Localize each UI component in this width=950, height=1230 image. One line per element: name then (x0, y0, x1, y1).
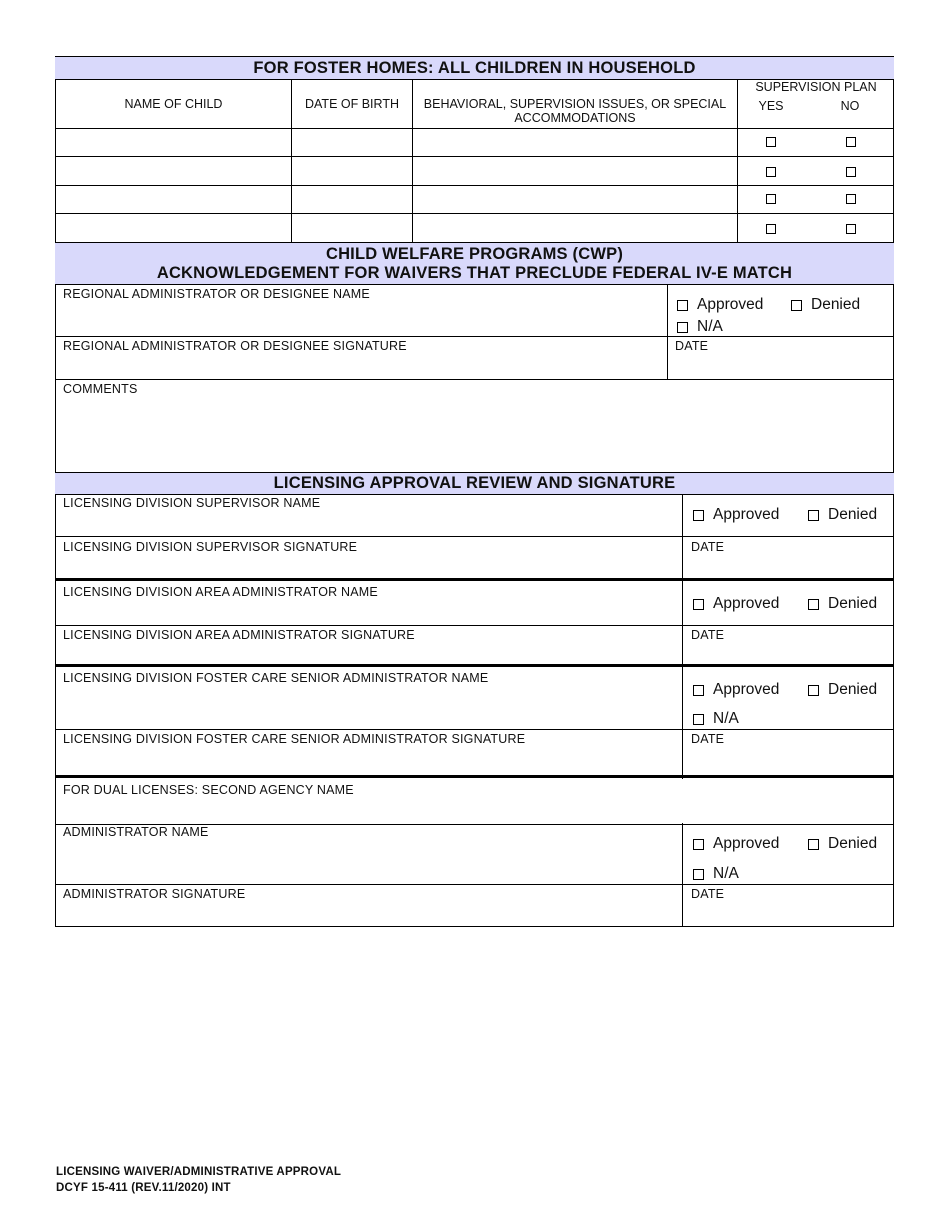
col-header-no: NO (840, 99, 860, 113)
cwp-denied-option[interactable] (791, 296, 860, 314)
denied-label: Denied (828, 835, 878, 852)
child-dob-cell[interactable] (293, 129, 411, 155)
area-admin-date-label: DATE (691, 628, 725, 642)
cwp-approved-option[interactable] (677, 296, 763, 314)
cwp-title-line2: ACKNOWLEDGEMENT FOR WAIVERS THAT PRECLUDE FEDERAL IV-E MATCH (156, 264, 793, 282)
admin-na-option[interactable] (693, 865, 739, 883)
second-agency-label: FOR DUAL LICENSES: SECOND AGENCY NAME (63, 783, 354, 797)
approved-label: Approved (713, 595, 780, 612)
checkbox-icon[interactable] (808, 839, 819, 850)
na-label: N/A (713, 710, 739, 727)
child-behavior-cell[interactable] (414, 157, 736, 184)
na-label: N/A (713, 865, 739, 882)
foster-section-header (55, 56, 894, 80)
cwp-divider (667, 285, 668, 380)
licensing-group-line (55, 775, 894, 778)
supervision-no-checkbox[interactable] (846, 137, 856, 147)
comments-field[interactable] (57, 398, 892, 471)
licensing-group-line (55, 664, 894, 667)
na-label: N/A (697, 318, 723, 335)
supervisor-name-label: LICENSING DIVISION SUPERVISOR NAME (63, 496, 321, 510)
ra-signature-label: REGIONAL ADMINISTRATOR OR DESIGNEE SIGNATURE (63, 339, 407, 353)
approved-label: Approved (713, 506, 780, 523)
second-agency-field[interactable] (57, 799, 892, 822)
area-admin-denied-option[interactable] (808, 595, 877, 613)
footer-form-title: LICENSING WAIVER/ADMINISTRATIVE APPROVAL (56, 1166, 342, 1178)
senior-admin-date-label: DATE (691, 732, 725, 746)
checkbox-icon[interactable] (693, 510, 704, 521)
checkbox-icon[interactable] (677, 300, 688, 311)
supervisor-signature-field[interactable] (57, 556, 680, 576)
approved-label: Approved (697, 296, 764, 313)
licensing-section-title: LICENSING APPROVAL REVIEW AND SIGNATURE (273, 474, 676, 492)
senior-admin-name-field[interactable] (57, 687, 680, 727)
checkbox-icon[interactable] (808, 510, 819, 521)
licensing-section-header (55, 472, 894, 495)
supervision-yes-checkbox[interactable] (766, 137, 776, 147)
denied-label: Denied (811, 296, 861, 313)
checkbox-icon[interactable] (693, 714, 704, 725)
supervision-no-checkbox[interactable] (846, 167, 856, 177)
admin-name-label: ADMINISTRATOR NAME (63, 825, 209, 839)
supervision-no-checkbox[interactable] (846, 194, 856, 204)
licensing-group-line (55, 578, 894, 581)
licensing-row-line (55, 625, 894, 626)
footer-form-number: DCYF 15-411 (REV.11/2020) INT (56, 1182, 231, 1194)
col-header-behavior: BEHAVIORAL, SUPERVISION ISSUES, OR SPECIAL ACCOMMODATIONS (423, 97, 727, 125)
child-behavior-cell[interactable] (414, 214, 736, 241)
checkbox-icon[interactable] (693, 599, 704, 610)
area-admin-signature-field[interactable] (57, 644, 680, 662)
cwp-section-header (55, 242, 894, 285)
checkbox-icon[interactable] (693, 869, 704, 880)
denied-label: Denied (828, 506, 878, 523)
senior-admin-signature-field[interactable] (57, 748, 680, 773)
ra-date-field[interactable] (670, 355, 892, 378)
senior-admin-signature-label: LICENSING DIVISION FOSTER CARE SENIOR ADMINISTRATOR SIGNATURE (63, 732, 526, 746)
comments-label: COMMENTS (63, 382, 138, 396)
area-admin-date-field[interactable] (685, 644, 892, 662)
admin-date-field[interactable] (685, 903, 892, 925)
supervision-yes-checkbox[interactable] (766, 167, 776, 177)
supervision-yes-checkbox[interactable] (766, 224, 776, 234)
child-dob-cell[interactable] (293, 186, 411, 212)
supervisor-signature-label: LICENSING DIVISION SUPERVISOR SIGNATURE (63, 540, 358, 554)
child-name-cell[interactable] (57, 157, 291, 184)
checkbox-icon[interactable] (693, 685, 704, 696)
cwp-na-option[interactable] (677, 318, 723, 336)
senior-admin-na-option[interactable] (693, 710, 739, 728)
admin-signature-label: ADMINISTRATOR SIGNATURE (63, 887, 246, 901)
admin-denied-option[interactable] (808, 835, 877, 853)
admin-name-field[interactable] (57, 841, 680, 882)
col-header-name: NAME OF CHILD (124, 97, 223, 111)
checkbox-icon[interactable] (808, 599, 819, 610)
ra-date-label: DATE (675, 339, 709, 353)
licensing-row-line (55, 884, 894, 885)
licensing-divider (682, 495, 683, 927)
supervision-yes-checkbox[interactable] (766, 194, 776, 204)
senior-admin-denied-option[interactable] (808, 681, 877, 699)
supervisor-denied-option[interactable] (808, 506, 877, 524)
supervisor-approved-option[interactable] (693, 506, 779, 524)
senior-admin-name-label: LICENSING DIVISION FOSTER CARE SENIOR ADMINISTRATOR NAME (63, 671, 489, 685)
denied-label: Denied (828, 595, 878, 612)
col-header-yes: YES (758, 99, 784, 113)
ra-name-field[interactable] (57, 303, 665, 334)
ra-signature-field[interactable] (57, 355, 665, 378)
supervisor-date-label: DATE (691, 540, 725, 554)
admin-date-label: DATE (691, 887, 725, 901)
area-admin-signature-label: LICENSING DIVISION AREA ADMINISTRATOR SIGNATURE (63, 628, 415, 642)
child-name-cell[interactable] (57, 214, 291, 241)
cwp-row-line (55, 336, 894, 337)
area-admin-name-label: LICENSING DIVISION AREA ADMINISTRATOR NAME (63, 585, 378, 599)
ra-name-label: REGIONAL ADMINISTRATOR OR DESIGNEE NAME (63, 287, 370, 301)
approved-label: Approved (713, 835, 780, 852)
senior-admin-date-field[interactable] (685, 748, 892, 773)
licensing-row-line (55, 536, 894, 537)
licensing-row-line (55, 729, 894, 730)
area-admin-approved-option[interactable] (693, 595, 779, 613)
child-name-cell[interactable] (57, 186, 291, 212)
child-dob-cell[interactable] (293, 214, 411, 241)
foster-section-title: FOR FOSTER HOMES: ALL CHILDREN IN HOUSEHOLD (253, 59, 696, 77)
col-header-dob: DATE OF BIRTH (305, 97, 399, 111)
child-behavior-cell[interactable] (414, 129, 736, 155)
child-name-cell[interactable] (57, 129, 291, 155)
cwp-row-line (55, 379, 894, 380)
checkbox-icon[interactable] (808, 685, 819, 696)
child-dob-cell[interactable] (293, 157, 411, 184)
senior-admin-approved-option[interactable] (693, 681, 779, 699)
supervisor-date-field[interactable] (685, 556, 892, 576)
checkbox-icon[interactable] (791, 300, 802, 311)
col-header-supervision: SUPERVISION PLAN (755, 80, 877, 94)
checkbox-icon[interactable] (693, 839, 704, 850)
approved-label: Approved (713, 681, 780, 698)
admin-signature-field[interactable] (57, 903, 680, 925)
cwp-title-line1: CHILD WELFARE PROGRAMS (CWP) (325, 245, 624, 263)
area-admin-name-field[interactable] (57, 601, 680, 623)
checkbox-icon[interactable] (677, 322, 688, 333)
child-behavior-cell[interactable] (414, 186, 736, 212)
supervision-no-checkbox[interactable] (846, 224, 856, 234)
supervisor-name-field[interactable] (57, 512, 680, 534)
admin-approved-option[interactable] (693, 835, 779, 853)
denied-label: Denied (828, 681, 878, 698)
